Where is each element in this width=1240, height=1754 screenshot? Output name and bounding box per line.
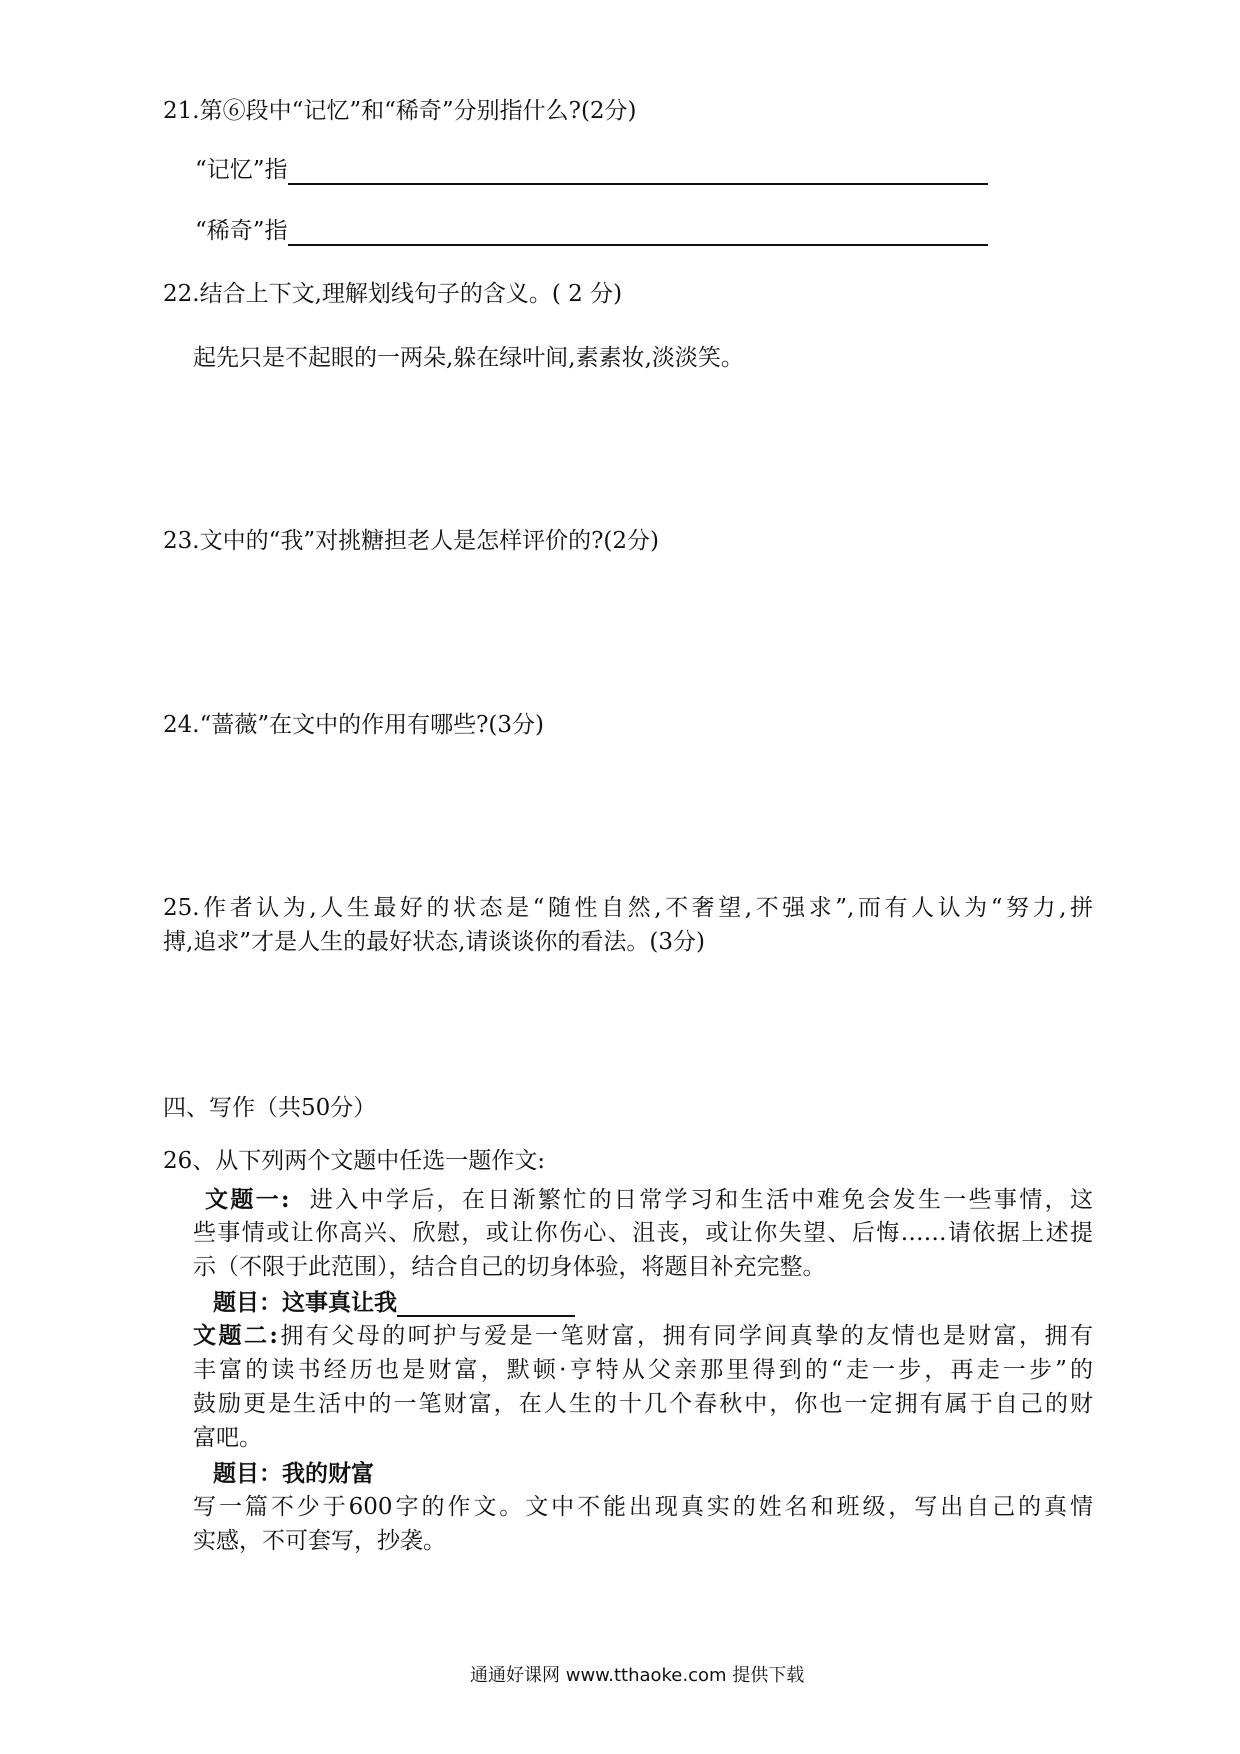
topic-1-title-row <box>213 1289 575 1317</box>
topic-2-label: 文题二: <box>193 1322 278 1349</box>
question-23: 23.文中的“我”对挑糖担老人是怎样评价的?(2分) <box>163 528 660 554</box>
requirement-line-2: 实感，不可套写，抄袭。 <box>193 1528 446 1554</box>
topic-1-title-blank[interactable] <box>397 1291 575 1317</box>
question-25-line-1: 25.作者认为,人生最好的状态是“随性自然,不奢望,不强求”,而有人认为“努力,拼 <box>163 895 1093 921</box>
topic-1-label: 文题一: <box>205 1186 290 1213</box>
topic-2-line-1 <box>193 1322 1093 1351</box>
rare-answer-blank[interactable] <box>288 220 988 246</box>
memory-answer-blank[interactable] <box>288 159 988 185</box>
question-24: 24.“蔷薇”在文中的作用有哪些?(3分) <box>163 712 545 738</box>
topic-1-line-3: 示（不限于此范围），结合自己的切身体验，将题目补充完整。 <box>193 1254 826 1280</box>
section-writing-title: 四、写作（共50分） <box>163 1095 377 1121</box>
rare-answer-row <box>195 218 988 246</box>
topic-1-line-1 <box>205 1186 1093 1215</box>
topic-2-line-3: 鼓励更是生活中的一笔财富，在人生的十几个春秋中，你也一定拥有属于自己的财 <box>193 1391 1093 1417</box>
topic-2-line-2: 丰富的读书经历也是财富，默顿·亨特从父亲那里得到的“走一步，再走一步”的 <box>193 1357 1093 1383</box>
rare-label: “稀奇”指 <box>195 218 288 244</box>
memory-label: “记忆”指 <box>195 157 288 183</box>
topic-1-text-1: 进入中学后，在日渐繁忙的日常学习和生活中难免会发生一些事情，这 <box>307 1187 1094 1213</box>
footer-credit: 通通好课网 www.tthaoke.com 提供下载 <box>470 1665 805 1686</box>
topic-2-title: 题目：我的财富 <box>213 1460 374 1487</box>
memory-answer-row <box>195 157 988 185</box>
topic-2-line-4: 富吧。 <box>193 1425 262 1451</box>
requirement-line-1: 写一篇不少于600字的作文。文中不能出现真实的姓名和班级，写出自己的真情 <box>193 1494 1093 1520</box>
topic-1-title: 题目：这事真让我 <box>213 1289 397 1316</box>
question-22: 22.结合上下文,理解划线句子的含义。( 2 分) <box>163 281 623 307</box>
question-21: 21.第⑥段中“记忆”和“稀奇”分别指什么?(2分) <box>163 98 637 124</box>
topic-1-line-2: 些事情或让你高兴、欣慰，或让你伤心、沮丧，或让你失望、后悔……请依据上述提 <box>193 1220 1093 1246</box>
topic-2-text-1: 拥有父母的呵护与爱是一笔财富，拥有同学间真挚的友情也是财富，拥有 <box>277 1323 1093 1349</box>
question-26: 26、从下列两个文题中任选一题作文: <box>163 1148 546 1174</box>
underlined-sentence: 起先只是不起眼的一两朵,躲在绿叶间,素素妆,淡淡笑。 <box>193 345 744 371</box>
question-25-line-2: 搏,追求”才是人生的最好状态,请谈谈你的看法。(3分) <box>163 929 705 955</box>
